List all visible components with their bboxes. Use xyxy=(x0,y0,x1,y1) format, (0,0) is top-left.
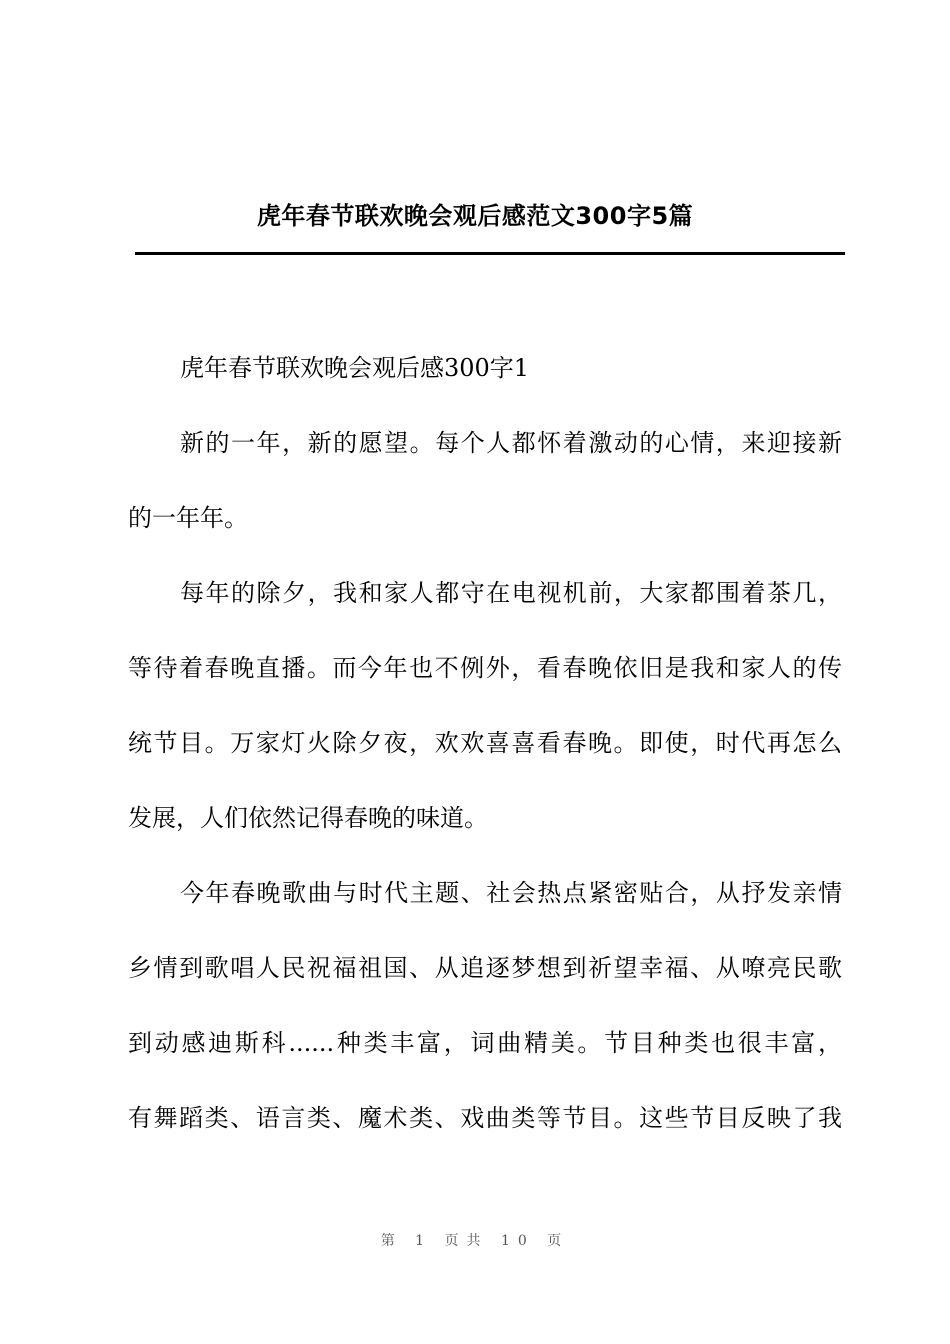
paragraph-line: 发展，人们依然记得春晚的味道。 xyxy=(128,804,488,832)
paragraph-line: 乡情到歌唱人民祝福祖国、从追逐梦想到祈望幸福、从嘹亮民歌 xyxy=(128,954,842,982)
paragraph-line: 到动感迪斯科......种类丰富，词曲精美。节目种类也很丰富， xyxy=(128,1029,842,1057)
paragraph-line: 等待着春晚直播。而今年也不例外，看春晚依旧是我和家人的传 xyxy=(128,654,842,682)
document-title: 虎年春节联欢晚会观后感范文300字5篇 xyxy=(256,202,694,230)
paragraph-line: 每年的除夕，我和家人都守在电视机前，大家都围着茶几， xyxy=(180,579,842,607)
section-heading: 虎年春节联欢晚会观后感300字1 xyxy=(180,354,530,382)
paragraph-line: 今年春晚歌曲与时代主题、社会热点紧密贴合，从抒发亲情 xyxy=(180,879,842,907)
paragraph-line: 有舞蹈类、语言类、魔术类、戏曲类等节目。这些节目反映了我 xyxy=(128,1104,842,1132)
page-footer: 第 1 页共 10 页 xyxy=(380,1233,570,1249)
paragraph-line: 统节目。万家灯火除夕夜，欢欢喜喜看春晚。即使，时代再怎么 xyxy=(128,729,842,757)
paragraph-line: 的一年年。 xyxy=(128,504,248,532)
title-underline xyxy=(135,252,845,255)
paragraph-line: 新的一年，新的愿望。每个人都怀着激动的心情，来迎接新 xyxy=(180,429,842,457)
